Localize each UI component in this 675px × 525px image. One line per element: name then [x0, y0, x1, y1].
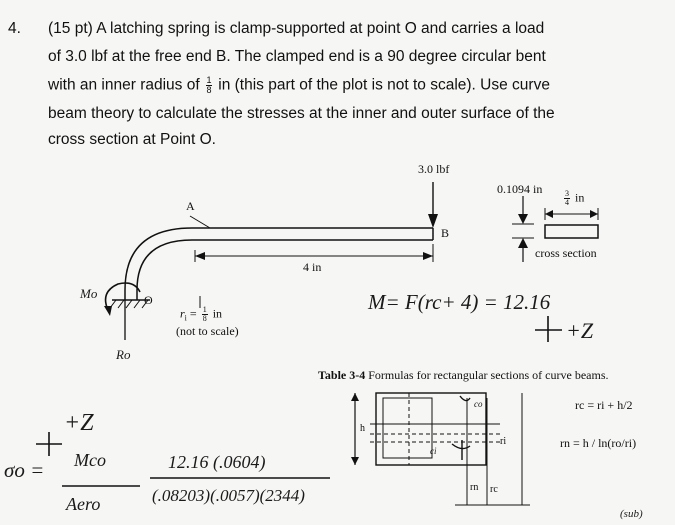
table-title: Table 3-4 Formulas for rectangular sections of curve beams.: [318, 368, 609, 382]
plus-z-right: +Z: [566, 318, 594, 343]
not-to-scale-label: (not to scale): [176, 324, 239, 338]
table-ci-label: ci: [430, 446, 437, 456]
question-line-4: beam theory to calculate the stresses at the inner and outer surface of the: [48, 105, 555, 122]
point-a-label: A: [186, 199, 195, 213]
load-label: 3.0 lbf: [418, 162, 450, 176]
moment-equation: M= F(rc+ 4) = 12.16: [368, 290, 551, 314]
outer-radius-label: Ro: [116, 347, 131, 362]
question-number: 4.: [8, 20, 21, 37]
inner-radius-label: $r_i$ = $\frac{1}{8}$ in: [180, 305, 223, 323]
rn-formula: rn = h / ln(ro/ri): [560, 436, 637, 450]
length-label: 4 in: [303, 260, 322, 274]
table-rn-label: rn: [470, 482, 479, 493]
cross-section-caption: cross section: [535, 246, 597, 260]
stress-numerator: 12.16 (.0604): [168, 452, 266, 472]
table-rc-label: rc: [490, 484, 498, 495]
question-line-5: cross section at Point O.: [48, 131, 216, 148]
section-width-label: $\frac{3}{4}$ in: [565, 189, 585, 207]
rc-formula: rc = ri + h/2: [575, 398, 633, 412]
table-ri-label: ri: [500, 436, 507, 447]
point-o-label: O: [144, 293, 153, 307]
question-line-3a: with an inner radius of: [48, 76, 200, 94]
question-line-3b: in (this part of the plot is not to scale). Use curve: [218, 76, 550, 94]
plus-z-left: +Z: [64, 410, 94, 436]
section-height-label: 0.1094 in: [497, 182, 543, 196]
question-line-2: of 3.0 lbf at the free end B. The clamped end is a 90 degree circular bent: [48, 48, 546, 65]
mco-label: Mco: [74, 450, 106, 470]
table-co-label: co: [474, 399, 483, 409]
inner-radius-fraction: $\frac{1}{8}$: [206, 75, 212, 95]
table-h-label: h: [360, 423, 365, 434]
point-b-label: B: [441, 226, 450, 240]
question-line-1: (15 pt) A latching spring is clamp-supported at point O and carries a load: [48, 20, 545, 37]
moment-label: Mo: [80, 286, 98, 301]
corner-note: (sub): [620, 508, 643, 520]
sigma-o-label: σo =: [4, 458, 45, 482]
aero-label: Aero: [66, 494, 101, 514]
stress-denominator: (.08203)(.0057)(2344): [152, 486, 305, 505]
